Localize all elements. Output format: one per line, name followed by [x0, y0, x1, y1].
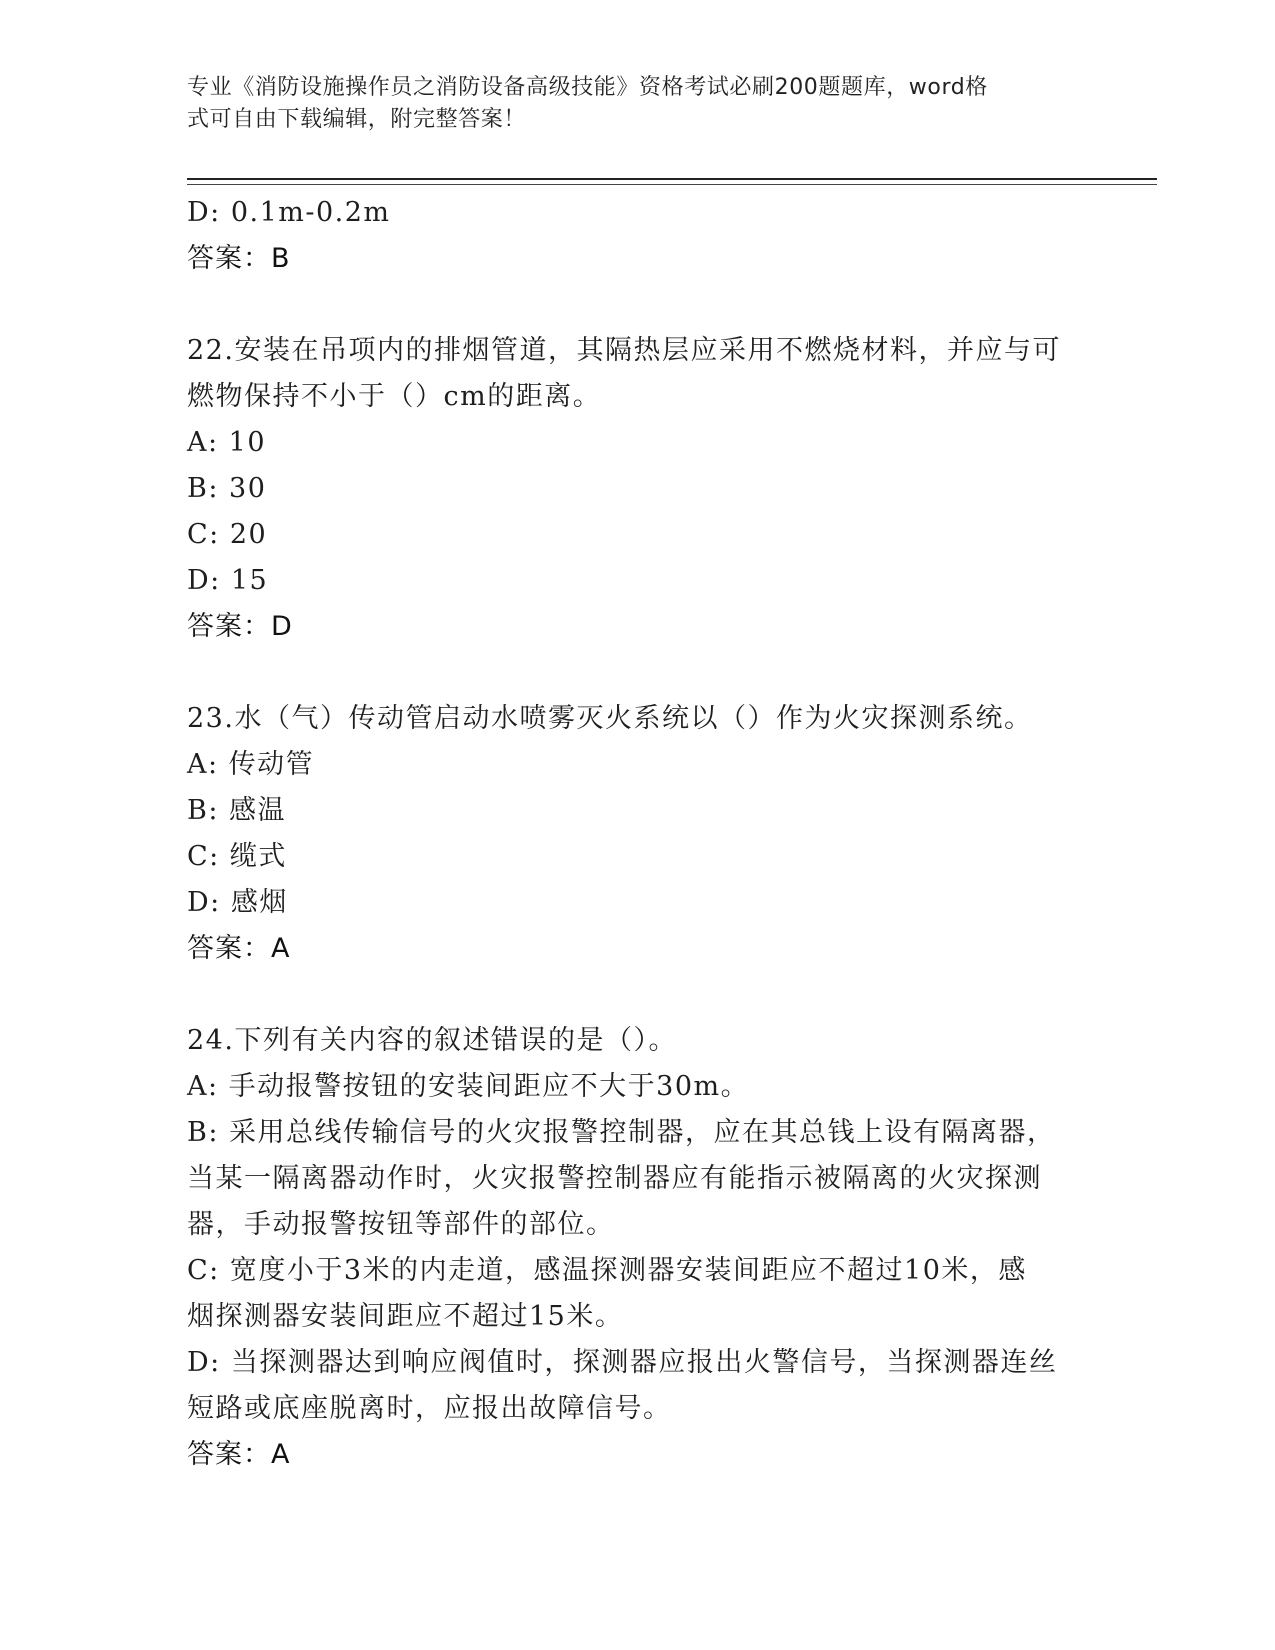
question-text: 22.安装在吊项内的排烟管道，其隔热层应采用不燃烧材料，并应与可	[187, 335, 1061, 366]
option-d: D: 15	[187, 565, 269, 596]
option-a: A: 手动报警按钮的安装间距应不大于30m。	[187, 1071, 750, 1102]
option-a: A: 传动管	[187, 749, 315, 780]
option-c: C: 20	[187, 519, 268, 550]
question-23	[187, 696, 1087, 972]
option-b-continued: 当某一隔离器动作时，火灾报警控制器应有能指示被隔离的火灾探测	[187, 1163, 1042, 1194]
question-22	[187, 328, 1087, 650]
answer-line: 答案：A	[187, 1439, 291, 1470]
option-a: A: 10	[187, 427, 267, 458]
option-b: B: 采用总线传输信号的火灾报警控制器，应在其总钱上设有隔离器，	[187, 1117, 1056, 1148]
header-line-2: 式可自由下载编辑，附完整答案！	[187, 107, 527, 132]
question-content	[187, 190, 1087, 1478]
option-c: C: 宽度小于3米的内走道，感温探测器安装间距应不超过10米，感	[187, 1255, 1027, 1286]
option-c-continued: 烟探测器安装间距应不超过15米。	[187, 1301, 624, 1332]
question-text: 23.水（气）传动管启动水喷雾灭火系统以（）作为火灾探测系统。	[187, 703, 1033, 734]
question-text: 燃物保持不小于（）cm的距离。	[187, 381, 602, 412]
option-d: D: 当探测器达到响应阀值时，探测器应报出火警信号，当探测器连丝	[187, 1347, 1058, 1378]
header-divider-thin	[187, 184, 1157, 185]
option-c: C: 缆式	[187, 841, 287, 872]
spacer	[187, 650, 1087, 696]
option-d: D: 0.1m-0.2m	[187, 197, 391, 228]
answer-line: 答案：B	[187, 243, 291, 274]
header-line-1: 专业《消防设施操作员之消防设备高级技能》资格考试必刷200题题库，word格	[187, 75, 988, 100]
question-text: 24.下列有关内容的叙述错误的是（）。	[187, 1025, 677, 1056]
option-b: B: 30	[187, 473, 267, 504]
header-divider-thick	[187, 178, 1157, 180]
spacer	[187, 972, 1087, 1018]
option-d-continued: 短路或底座脱离时，应报出故障信号。	[187, 1393, 672, 1424]
spacer	[187, 282, 1087, 328]
option-d: D: 感烟	[187, 887, 288, 918]
answer-line: 答案：A	[187, 933, 291, 964]
previous-question-tail	[187, 190, 1087, 282]
option-b-continued: 器，手动报警按钮等部件的部位。	[187, 1209, 615, 1240]
option-b: B: 感温	[187, 795, 287, 826]
page-header	[187, 72, 1067, 136]
answer-line: 答案：D	[187, 611, 293, 642]
question-24	[187, 1018, 1087, 1478]
